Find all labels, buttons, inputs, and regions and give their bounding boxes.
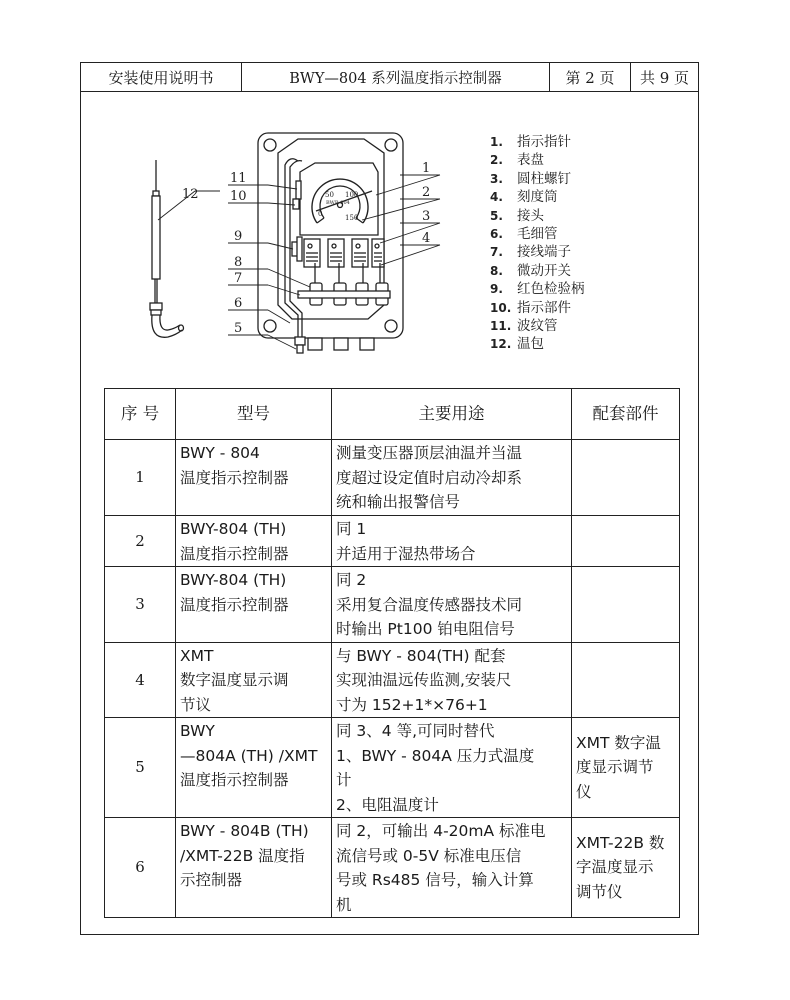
usage-cell-line: 流信号或 0-5V 标准电压信 bbox=[336, 846, 522, 865]
model-cell bbox=[176, 567, 332, 643]
svg-text:150: 150 bbox=[345, 214, 359, 222]
usage-cell-line: 同 2 bbox=[336, 571, 367, 589]
usage-cell-line: 同 1 bbox=[336, 520, 367, 538]
model-cell-line: —804A (TH) /XMT bbox=[180, 746, 318, 765]
accessory-cell-line: 仪 bbox=[576, 782, 592, 801]
usage-cell-line: 1、BWY - 804A 压力式温度 bbox=[336, 746, 535, 765]
legend-item: 5. 接头 bbox=[490, 207, 544, 224]
model-cell-line: 温度指示控制器 bbox=[180, 468, 289, 487]
parts-legend bbox=[490, 133, 585, 354]
usage-cell-line: 统和输出报警信号 bbox=[336, 493, 461, 511]
callout-2: 2 bbox=[422, 185, 431, 200]
model-cell-line: 温度指示控制器 bbox=[180, 771, 289, 789]
legend-item: 1. 指示指针 bbox=[490, 134, 571, 150]
model-cell bbox=[176, 818, 332, 918]
legend-item: 2. 表盘 bbox=[490, 152, 544, 169]
accessory-cell bbox=[572, 516, 680, 567]
page-current: 第 2 页 bbox=[550, 63, 631, 91]
usage-cell-line: 与 BWY - 804(TH) 配套 bbox=[336, 646, 506, 665]
doc-type-label: 安装使用说明书 bbox=[81, 63, 242, 91]
callout-1: 1 bbox=[422, 161, 431, 176]
col-header-model: 型号 bbox=[176, 389, 332, 440]
usage-cell-line: 同 3、4 等,可同时替代 bbox=[336, 722, 495, 740]
accessory-cell-line: XMT-22B 数 bbox=[576, 833, 665, 852]
usage-cell bbox=[332, 567, 572, 643]
col-header-usage: 主要用途 bbox=[332, 389, 572, 440]
row-number: 3 bbox=[105, 567, 176, 643]
model-spec-table bbox=[104, 388, 680, 918]
legend-item: 11. 波纹管 bbox=[490, 318, 558, 335]
usage-cell-line: 寸为 152+1*×76+1 bbox=[336, 695, 488, 714]
model-cell-line: 示控制器 bbox=[180, 871, 243, 889]
usage-cell bbox=[332, 516, 572, 567]
usage-cell-line: 并适用于湿热带场合 bbox=[336, 544, 476, 563]
table-row bbox=[105, 718, 680, 818]
model-cell-line: /XMT-22B 温度指 bbox=[180, 846, 305, 865]
usage-cell-line: 时输出 Pt100 铂电阻信号 bbox=[336, 620, 515, 638]
row-number: 5 bbox=[105, 718, 176, 818]
device-diagram bbox=[140, 125, 470, 370]
accessory-cell bbox=[572, 818, 680, 918]
model-cell-line: 节议 bbox=[180, 695, 212, 714]
callout-11: 11 bbox=[230, 171, 247, 186]
row-number: 4 bbox=[105, 642, 176, 718]
svg-text:BWR-804: BWR-804 bbox=[326, 200, 350, 206]
usage-cell bbox=[332, 642, 572, 718]
table-row bbox=[105, 567, 680, 643]
legend-item: 7. 接线端子 bbox=[490, 244, 571, 261]
legend-item: 3. 圆柱螺钉 bbox=[490, 170, 571, 187]
model-cell-line: 数字温度显示调 bbox=[180, 671, 289, 689]
usage-cell bbox=[332, 818, 572, 918]
accessory-cell bbox=[572, 642, 680, 718]
legend-item: 9. 红色检验柄 bbox=[490, 281, 585, 298]
callout-8: 8 bbox=[234, 255, 243, 270]
row-number: 2 bbox=[105, 516, 176, 567]
temperature-bulb-icon bbox=[150, 160, 184, 337]
product-title: BWY—804 系列温度指示控制器 bbox=[242, 63, 550, 91]
dial-tick-0: 0 bbox=[318, 210, 323, 218]
model-cell-line: BWY - 804 bbox=[180, 444, 260, 462]
callout-6: 6 bbox=[234, 296, 243, 311]
model-cell bbox=[176, 516, 332, 567]
accessory-cell-line: 字温度显示 bbox=[576, 858, 654, 877]
model-cell-line: 温度指示控制器 bbox=[180, 595, 289, 614]
usage-cell-line: 2、电阻温度计 bbox=[336, 795, 439, 814]
accessory-cell-line: 度显示调节 bbox=[576, 758, 654, 777]
accessory-cell-line: XMT 数字温 bbox=[576, 733, 661, 752]
callout-10: 10 bbox=[230, 189, 247, 204]
callout-4: 4 bbox=[422, 231, 431, 246]
usage-cell-line: 同 2，可输出 4-20mA 标准电 bbox=[336, 822, 546, 840]
model-cell-line: BWY-804 (TH) bbox=[180, 571, 287, 589]
model-cell-line: BWY-804 (TH) bbox=[180, 520, 287, 538]
model-cell-line: XMT bbox=[180, 646, 214, 665]
table-row bbox=[105, 818, 680, 918]
callout-7: 7 bbox=[234, 271, 243, 286]
accessory-cell bbox=[572, 567, 680, 643]
col-header-no: 序 号 bbox=[105, 389, 176, 440]
model-cell-line: BWY - 804B (TH) bbox=[180, 822, 309, 840]
usage-cell-line: 实现油温远传监测,安装尺 bbox=[336, 671, 512, 689]
accessory-cell bbox=[572, 718, 680, 818]
callout-9: 9 bbox=[234, 229, 243, 244]
col-header-accessory: 配套部件 bbox=[572, 389, 680, 440]
row-number: 6 bbox=[105, 818, 176, 918]
legend-item: 10. 指示部件 bbox=[490, 299, 571, 316]
usage-cell-line: 采用复合温度传感器技术同 bbox=[336, 595, 523, 614]
table-row bbox=[105, 440, 680, 516]
model-cell bbox=[176, 642, 332, 718]
accessory-cell-line: 调节仪 bbox=[576, 882, 623, 901]
usage-cell-line: 度超过设定值时启动冷却系 bbox=[336, 468, 523, 487]
svg-text:100: 100 bbox=[345, 191, 359, 199]
callout-5: 5 bbox=[234, 321, 243, 336]
callout-3: 3 bbox=[422, 209, 431, 224]
callout-12: 12 bbox=[182, 187, 199, 202]
document-header bbox=[80, 62, 699, 92]
usage-cell bbox=[332, 440, 572, 516]
model-cell bbox=[176, 440, 332, 516]
model-cell-line: 温度指示控制器 bbox=[180, 544, 289, 563]
model-cell-line: BWY bbox=[180, 722, 215, 740]
usage-cell-line: 计 bbox=[336, 771, 352, 789]
accessory-cell bbox=[572, 440, 680, 516]
legend-item: 12. 温包 bbox=[490, 336, 544, 353]
usage-cell-line: 测量变压器顶层油温并当温 bbox=[336, 444, 523, 462]
model-cell bbox=[176, 718, 332, 818]
usage-cell-line: 机 bbox=[336, 895, 352, 914]
table-header-row bbox=[105, 389, 680, 440]
table-row bbox=[105, 642, 680, 718]
usage-cell-line: 号或 Rs485 信号，输入计算 bbox=[336, 871, 534, 889]
svg-text:50: 50 bbox=[325, 191, 334, 199]
legend-item: 6. 毛细管 bbox=[490, 226, 558, 243]
table-row bbox=[105, 516, 680, 567]
legend-item: 8. 微动开关 bbox=[490, 262, 571, 279]
page-total: 共 9 页 bbox=[639, 68, 690, 87]
row-number: 1 bbox=[105, 440, 176, 516]
legend-item: 4. 刻度筒 bbox=[490, 189, 558, 206]
usage-cell bbox=[332, 718, 572, 818]
